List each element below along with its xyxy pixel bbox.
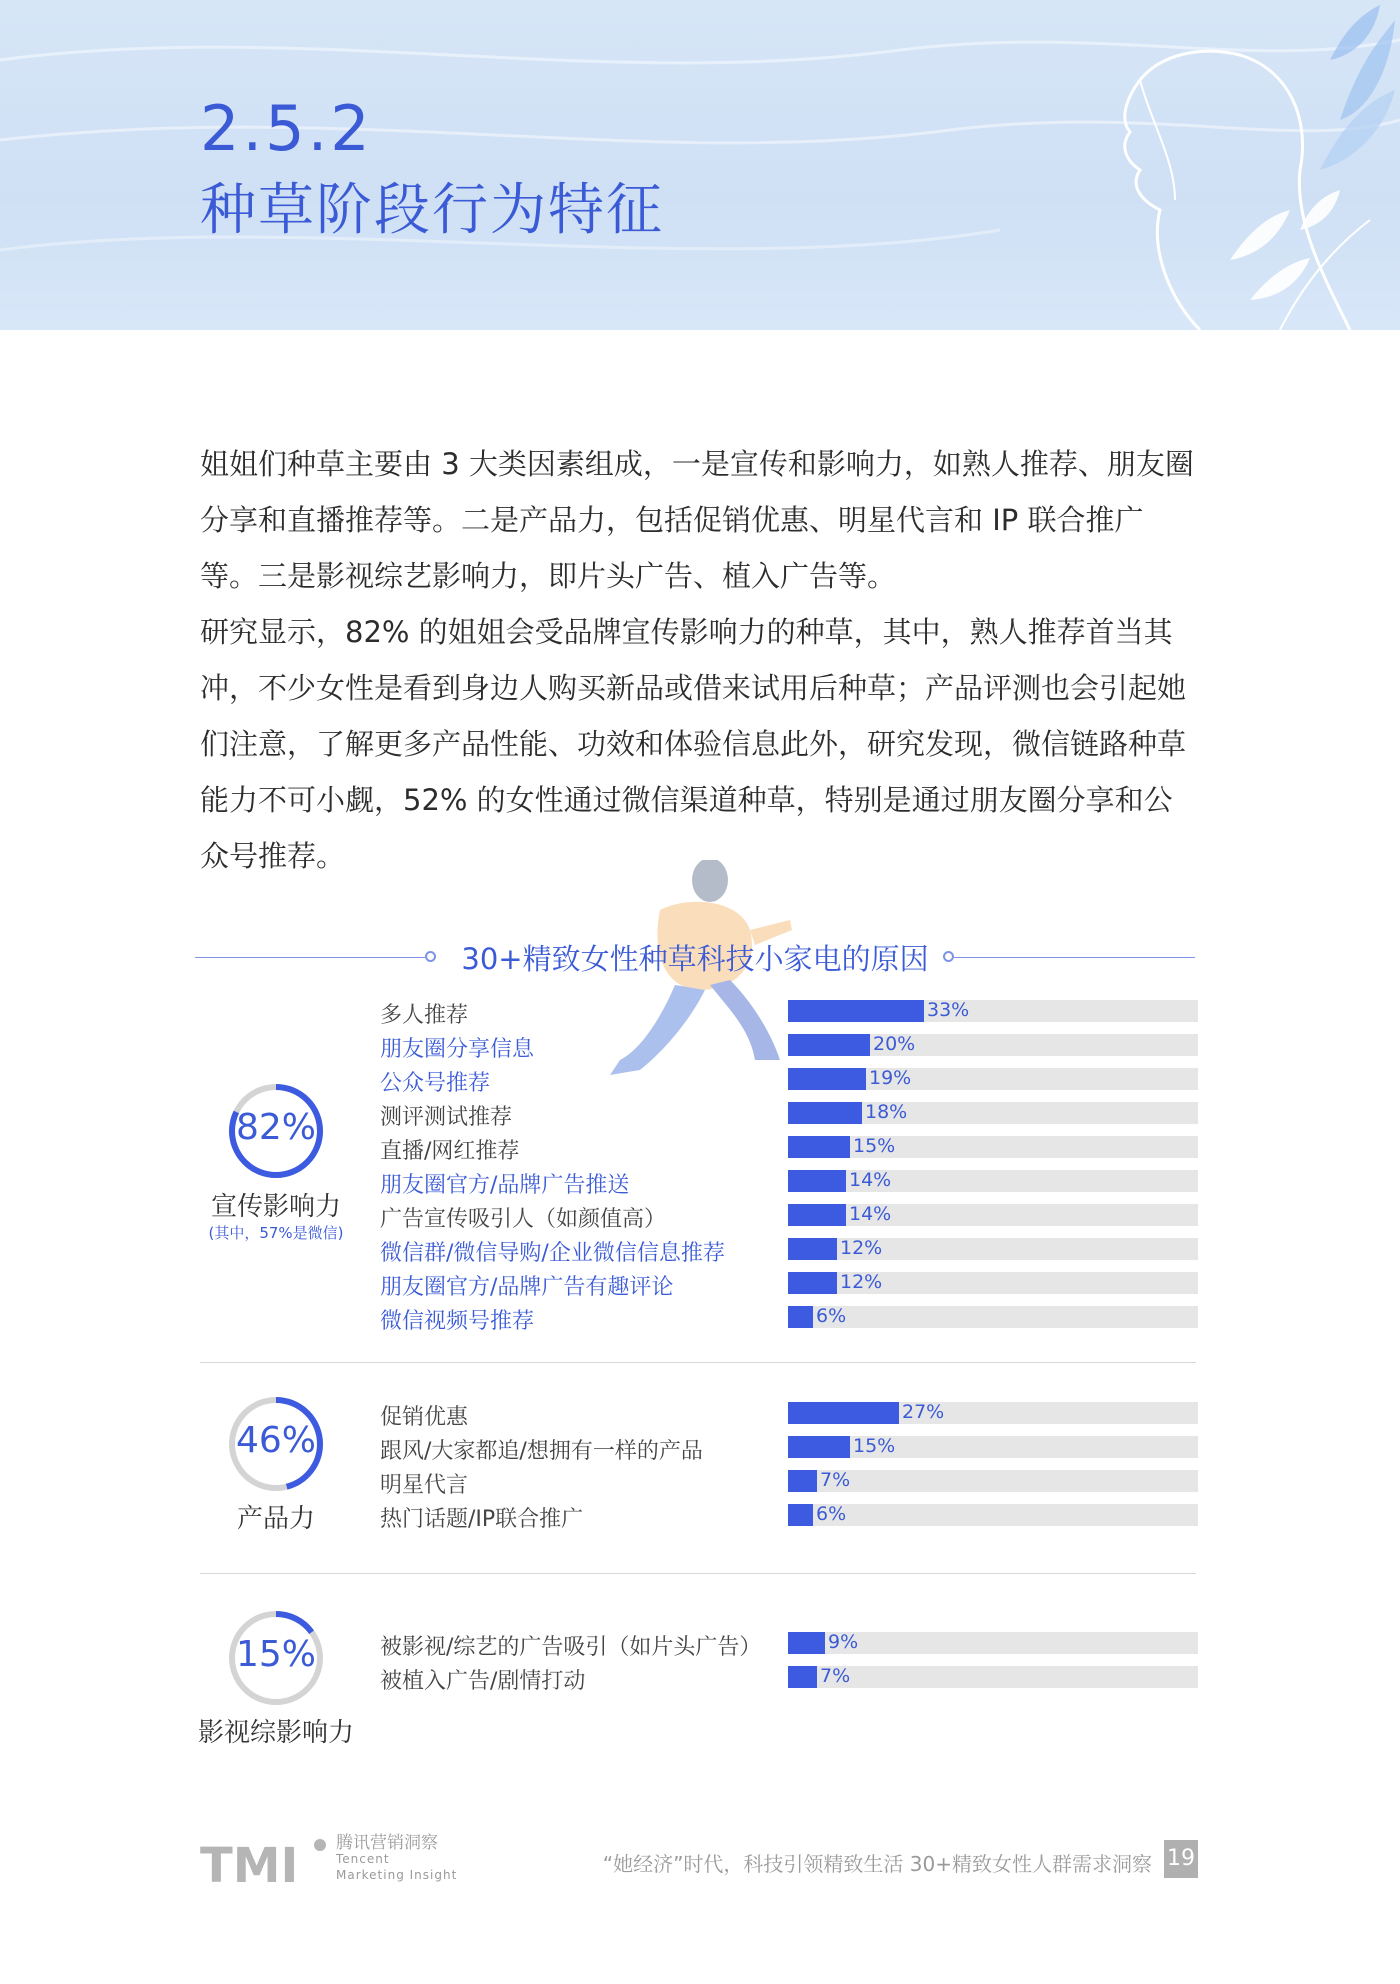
logo-chinese-name: 腾讯营销洞察	[336, 1833, 438, 1853]
body-text	[200, 436, 1200, 884]
bar	[788, 1632, 825, 1654]
page-number: 19	[1164, 1840, 1198, 1878]
category-label: 跟风/大家都追/想拥有一样的产品	[380, 1439, 703, 1464]
category-label: 明星代言	[380, 1473, 469, 1498]
category-label: 微信群/微信导购/企业微信信息推荐	[380, 1241, 725, 1266]
body-paragraph: 研究显示，82% 的姐姐会受品牌宣传影响力的种草，其中，熟人推荐首当其冲，不少女性是看到身边人购买新品或借来试用后种草；产品评测也会引起她们注意，了解更多产品性能、功效和体验信息此外，研究发现，微信链路种草能力不可小觑，52% 的女性通过微信渠道种草，特别是通过朋友圈分享和公众号推荐。	[200, 615, 1187, 873]
chart-title-bar	[195, 935, 1195, 985]
header-decoration-illustration	[0, 0, 1400, 330]
bar	[788, 1666, 817, 1688]
tmi-logo-text: TMI	[200, 1838, 299, 1888]
bar	[788, 1204, 846, 1226]
bar-value-label: 9%	[828, 1631, 859, 1653]
bar-value-label: 27%	[902, 1401, 945, 1423]
bar-value-label: 20%	[873, 1033, 916, 1055]
bar-value-label: 6%	[816, 1503, 847, 1525]
bar-track	[788, 1504, 1198, 1526]
category-label: 热门话题/IP联合推广	[380, 1507, 584, 1532]
bar	[788, 1068, 866, 1090]
category-label: 被植入广告/剧情打动	[380, 1669, 586, 1694]
group-percent: 46%	[235, 1420, 316, 1461]
bar-value-label: 14%	[849, 1203, 892, 1225]
bar	[788, 1504, 813, 1526]
bar	[788, 1436, 850, 1458]
tmi-logo	[200, 1838, 330, 1888]
category-label: 朋友圈分享信息	[380, 1037, 535, 1062]
group-name: 宣传影响力	[210, 1192, 341, 1222]
bar-value-label: 19%	[869, 1067, 912, 1089]
bar-value-label: 6%	[816, 1305, 847, 1327]
bar	[788, 1136, 850, 1158]
bar	[788, 1402, 899, 1424]
category-label: 测评测试推荐	[380, 1105, 513, 1130]
category-label: 微信视频号推荐	[380, 1309, 535, 1334]
bar	[788, 1238, 837, 1260]
bar	[788, 1034, 870, 1056]
group-note: (其中，57%是微信)	[208, 1224, 344, 1242]
chart-title: 30+精致女性种草科技小家电的原因	[461, 942, 929, 976]
bar-value-label: 12%	[840, 1271, 883, 1293]
category-label: 促销优惠	[380, 1405, 469, 1430]
bar	[788, 1272, 837, 1294]
group-name: 产品力	[236, 1504, 315, 1534]
bar-value-label: 18%	[865, 1101, 908, 1123]
bar	[788, 1306, 813, 1328]
category-label: 多人推荐	[380, 1003, 469, 1028]
group-percent: 82%	[235, 1107, 316, 1148]
bar-value-label: 7%	[820, 1469, 851, 1491]
report-title: “她经济”时代，科技引领精致生活 30+精致女性人群需求洞察	[602, 1852, 1152, 1876]
category-label: 朋友圈官方/品牌广告推送	[380, 1173, 630, 1198]
bar-value-label: 14%	[849, 1169, 892, 1191]
bar-track	[788, 1306, 1198, 1328]
title-dot-right	[943, 951, 954, 962]
bar	[788, 1470, 817, 1492]
category-label: 被影视/综艺的广告吸引（如片头广告）	[380, 1635, 762, 1660]
body-paragraph: 姐姐们种草主要由 3 大类因素组成，一是宣传和影响力，如熟人推荐、朋友圈分享和直播推荐等。二是产品力，包括促销优惠、明星代言和 IP 联合推广等。三是影视综艺影响力，即片头广告、植入广告等。	[200, 447, 1194, 593]
logo-dot	[314, 1839, 326, 1851]
logo-english-line2: Marketing Insight	[336, 1868, 458, 1882]
header-banner	[0, 0, 1400, 330]
section-number: 2.5.2	[200, 92, 373, 165]
bar	[788, 1000, 924, 1022]
category-label: 广告宣传吸引人（如颜值高）	[380, 1207, 667, 1232]
bar-value-label: 33%	[927, 999, 970, 1021]
bar-value-label: 12%	[840, 1237, 883, 1259]
group-percent: 15%	[235, 1634, 316, 1675]
bar	[788, 1170, 846, 1192]
category-label: 朋友圈官方/品牌广告有趣评论	[380, 1275, 674, 1300]
title-rule-right	[954, 957, 1195, 958]
bar-value-label: 7%	[820, 1665, 851, 1687]
group-divider	[200, 1573, 1196, 1574]
group-divider	[200, 1362, 1196, 1363]
category-label: 公众号推荐	[380, 1071, 491, 1096]
bar	[788, 1102, 862, 1124]
bar-value-label: 15%	[853, 1435, 896, 1457]
category-label: 直播/网红推荐	[380, 1139, 520, 1164]
section-title: 种草阶段行为特征	[200, 178, 664, 243]
group-name: 影视综影响力	[197, 1718, 354, 1748]
bar-value-label: 15%	[853, 1135, 896, 1157]
logo-english-line1: Tencent	[336, 1852, 390, 1866]
